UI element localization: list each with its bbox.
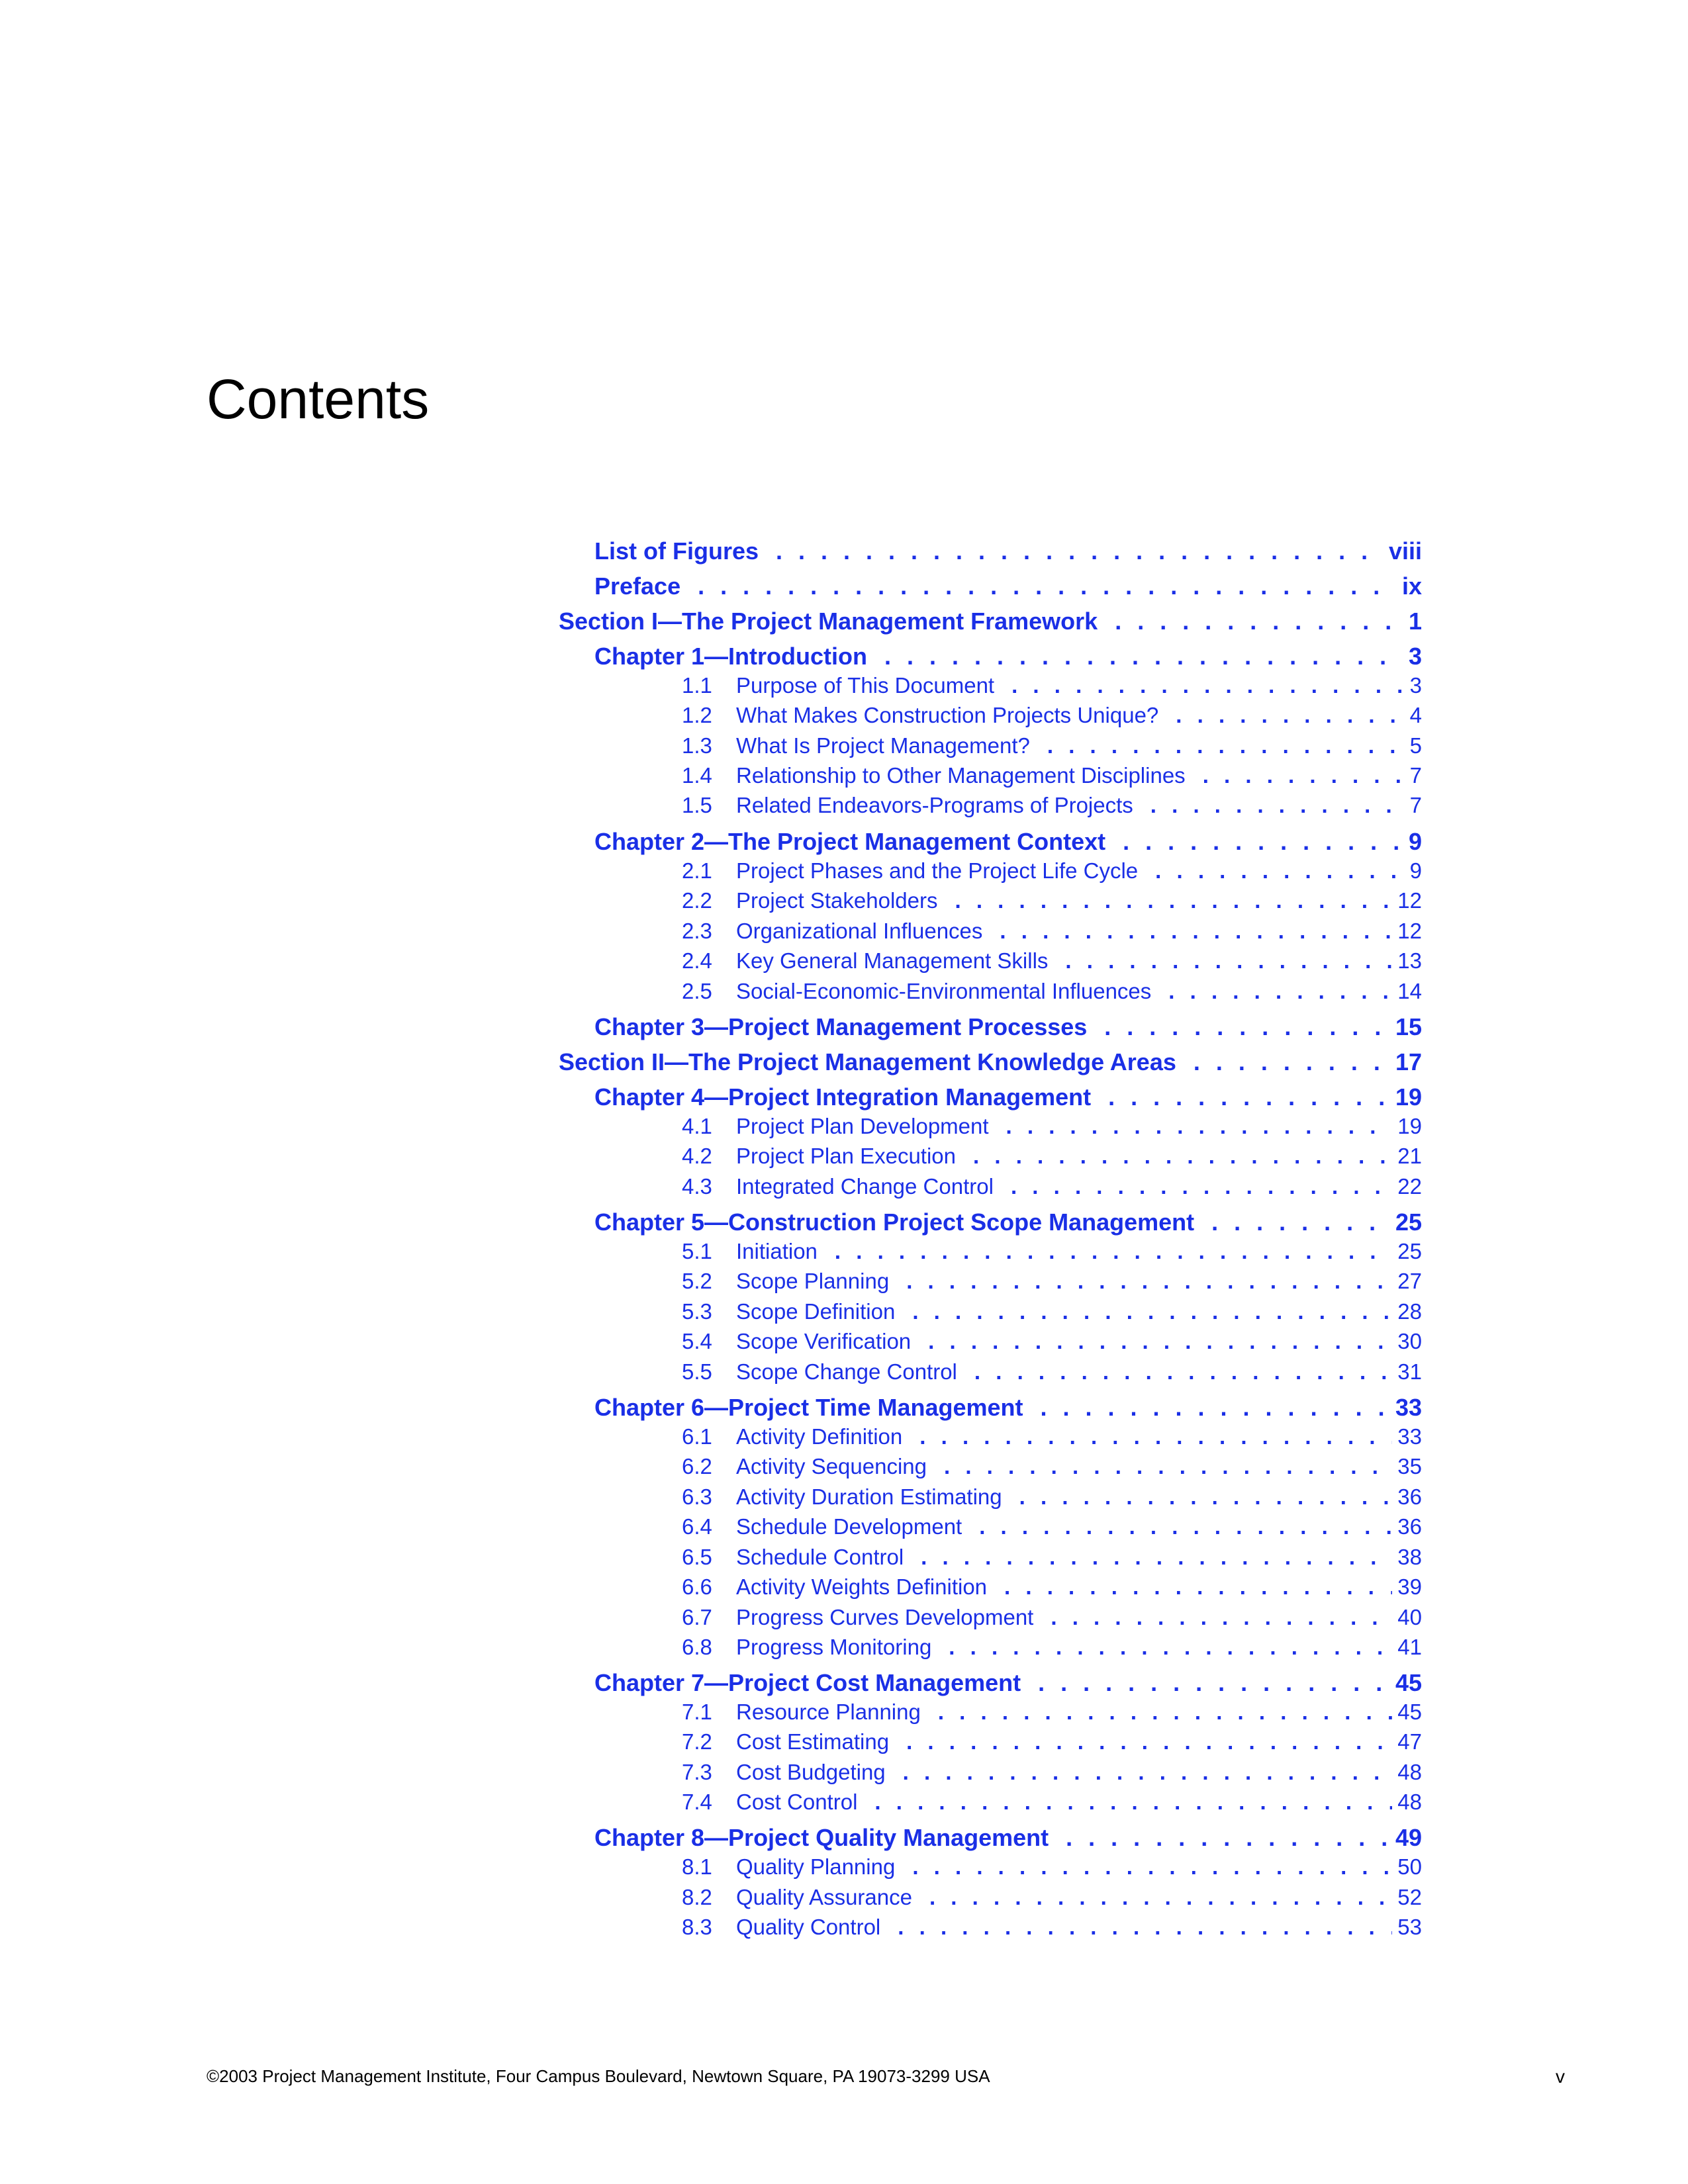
toc-entry-page: 49	[1395, 1824, 1422, 1851]
toc-entry-label: Activity Duration Estimating	[736, 1484, 1002, 1509]
dot-leader	[912, 1299, 1392, 1324]
copyright-footer: ©2003 Project Management Institute, Four Campus Boulevard, Newtown Square, PA 19073-3299 USA	[207, 2066, 990, 2086]
dot-leader	[1047, 733, 1405, 758]
toc-entry-label: Chapter 1—Introduction	[594, 643, 867, 670]
toc-subentry[interactable]	[682, 1885, 1422, 1910]
toc-entry-page: 1	[1408, 608, 1422, 635]
toc-entry-number: 7.4	[682, 1790, 712, 1814]
toc-entry-page: 15	[1395, 1013, 1422, 1040]
dot-leader	[906, 1269, 1392, 1294]
toc-entry-label: Purpose of This Document	[736, 673, 995, 698]
toc-subentry[interactable]	[682, 793, 1422, 818]
toc-entry-number: 1.4	[682, 763, 712, 788]
dot-leader	[955, 888, 1393, 913]
toc-subentry[interactable]	[682, 858, 1422, 884]
toc-section-entry[interactable]	[559, 1048, 1422, 1076]
toc-entry-label: Progress Monitoring	[736, 1635, 932, 1659]
dot-leader	[1150, 793, 1405, 818]
toc-entry-page: 17	[1395, 1048, 1422, 1075]
toc-subentry[interactable]	[682, 979, 1422, 1004]
dot-leader	[884, 643, 1403, 670]
toc-entry-label: Social-Economic-Environmental Influences	[736, 979, 1152, 1003]
dot-leader	[949, 1635, 1392, 1660]
toc-entry-number: 7.2	[682, 1729, 712, 1754]
toc-entry-number: 6.8	[682, 1635, 712, 1659]
toc-entry-page: 31	[1397, 1359, 1422, 1384]
toc-entry-number: 4.1	[682, 1114, 712, 1138]
toc-entry-label: Section I—The Project Management Framework	[559, 608, 1098, 635]
toc-entry-label: Activity Sequencing	[736, 1454, 927, 1479]
toc-entry-number: 5.2	[682, 1269, 712, 1293]
toc-entry-label: Project Plan Execution	[736, 1144, 957, 1168]
dot-leader	[1203, 763, 1405, 788]
toc-entry-page: 9	[1408, 828, 1422, 855]
toc-subentry[interactable]	[682, 888, 1422, 913]
dot-leader	[928, 1329, 1392, 1354]
toc-entry-page: 38	[1397, 1545, 1422, 1569]
toc-subentry[interactable]	[682, 1174, 1422, 1199]
dot-leader	[776, 537, 1383, 565]
toc-subentry[interactable]	[682, 1760, 1422, 1785]
toc-entry-label: Preface	[594, 572, 681, 600]
toc-entry-page: 14	[1397, 979, 1422, 1003]
toc-entry-label: Related Endeavors-Programs of Projects	[736, 793, 1133, 817]
toc-entry-number: 5.5	[682, 1359, 712, 1384]
toc-entry-page: 30	[1397, 1329, 1422, 1353]
toc-entry-page: 48	[1397, 1760, 1422, 1784]
toc-entry-label: Chapter 6—Project Time Management	[594, 1394, 1023, 1421]
toc-subentry[interactable]	[682, 1144, 1422, 1169]
toc-entry-page: 45	[1397, 1700, 1422, 1724]
dot-leader	[1000, 919, 1392, 944]
toc-subentry[interactable]	[682, 1700, 1422, 1725]
toc-subentry[interactable]	[682, 1635, 1422, 1660]
toc-subentry[interactable]	[682, 1114, 1422, 1139]
toc-entry-number: 2.2	[682, 888, 712, 913]
toc-entry-page: 13	[1397, 948, 1422, 973]
toc-subentry[interactable]	[682, 703, 1422, 728]
toc-subentry[interactable]	[682, 1424, 1422, 1449]
dot-leader	[1065, 948, 1392, 974]
dot-leader	[1115, 608, 1403, 635]
toc-entry-label: Section II—The Project Management Knowledge Areas	[559, 1048, 1176, 1075]
toc-entry-page: 39	[1397, 1574, 1422, 1599]
toc-entry-number: 2.3	[682, 919, 712, 943]
toc-entry-page: 41	[1397, 1635, 1422, 1659]
dot-leader	[1004, 1574, 1392, 1600]
toc-subentry[interactable]	[682, 1790, 1422, 1815]
toc-entry-label: Integrated Change Control	[736, 1174, 994, 1199]
toc-entry-page: 4	[1409, 703, 1422, 727]
toc-entry-label: Schedule Control	[736, 1545, 904, 1569]
toc-entry-page: 36	[1397, 1484, 1422, 1509]
toc-entry-number: 5.4	[682, 1329, 712, 1353]
toc-entry-label: Chapter 3—Project Management Processes	[594, 1013, 1088, 1040]
toc-chapter-entry[interactable]	[594, 1208, 1422, 1236]
toc-entry-label: What Is Project Management?	[736, 733, 1030, 758]
toc-entry-page: 36	[1397, 1514, 1422, 1539]
dot-leader	[919, 1424, 1392, 1449]
toc-subentry[interactable]	[682, 1605, 1422, 1630]
toc-entry-label: Progress Curves Development	[736, 1605, 1034, 1629]
toc-entry-number: 6.6	[682, 1574, 712, 1599]
toc-subentry[interactable]	[682, 1269, 1422, 1294]
toc-entry-page: 52	[1397, 1885, 1422, 1909]
dot-leader	[1006, 1114, 1393, 1139]
toc-chapter-entry[interactable]	[594, 572, 1422, 600]
toc-entry-label: Scope Change Control	[736, 1359, 957, 1384]
toc-entry-page: 33	[1397, 1424, 1422, 1449]
toc-entry-page: 35	[1397, 1454, 1422, 1479]
toc-entry-label: Chapter 4—Project Integration Management	[594, 1083, 1092, 1111]
toc-section-entry[interactable]	[559, 608, 1422, 635]
dot-leader	[1155, 858, 1404, 884]
toc-entry-label: Scope Planning	[736, 1269, 890, 1293]
toc-entry-label: Quality Planning	[736, 1854, 896, 1879]
toc-entry-page: 40	[1397, 1605, 1422, 1629]
toc-chapter-entry[interactable]	[594, 1669, 1422, 1697]
toc-entry-number: 6.4	[682, 1514, 712, 1539]
toc-subentry[interactable]	[682, 733, 1422, 758]
toc-subentry[interactable]	[682, 673, 1422, 698]
dot-leader	[1019, 1484, 1393, 1510]
toc-entry-page: 12	[1397, 919, 1422, 943]
dot-leader	[1038, 1669, 1390, 1697]
toc-entry-page: 3	[1409, 673, 1422, 698]
toc-subentry[interactable]	[682, 1574, 1422, 1600]
toc-subentry[interactable]	[682, 1854, 1422, 1880]
toc-entry-number: 6.1	[682, 1424, 712, 1449]
toc-entry-number: 1.1	[682, 673, 712, 698]
toc-entry-label: Scope Verification	[736, 1329, 912, 1353]
toc-entry-number: 5.3	[682, 1299, 712, 1324]
dot-leader	[1104, 1013, 1390, 1041]
toc-entry-page: 7	[1409, 793, 1422, 817]
toc-entry-number: 8.1	[682, 1854, 712, 1879]
toc-chapter-entry[interactable]	[594, 828, 1422, 856]
dot-leader	[698, 572, 1397, 600]
toc-entry-label: Project Stakeholders	[736, 888, 938, 913]
toc-entry-page: 7	[1409, 763, 1422, 788]
toc-subentry[interactable]	[682, 1514, 1422, 1539]
toc-entry-number: 6.3	[682, 1484, 712, 1509]
toc-entry-label: Quality Control	[736, 1915, 881, 1939]
toc-subentry[interactable]	[682, 1545, 1422, 1570]
toc-entry-label: Activity Definition	[736, 1424, 903, 1449]
toc-entry-label: List of Figures	[594, 537, 759, 565]
toc-entry-page: 21	[1397, 1144, 1422, 1168]
toc-entry-label: Cost Budgeting	[736, 1760, 886, 1784]
toc-subentry[interactable]	[682, 919, 1422, 944]
toc-chapter-entry[interactable]	[594, 1824, 1422, 1852]
toc-entry-number: 2.4	[682, 948, 712, 973]
dot-leader	[1108, 1083, 1390, 1111]
dot-leader	[912, 1854, 1392, 1880]
dot-leader	[906, 1729, 1392, 1754]
toc-chapter-entry[interactable]	[594, 1013, 1422, 1041]
toc-entry-label: Initiation	[736, 1239, 818, 1263]
dot-leader	[1051, 1605, 1392, 1630]
toc-entry-number: 1.2	[682, 703, 712, 727]
dot-leader	[874, 1790, 1392, 1815]
toc-entry-number: 8.3	[682, 1915, 712, 1939]
toc-subentry[interactable]	[682, 1239, 1422, 1264]
toc-subentry[interactable]	[682, 1299, 1422, 1324]
toc-entry-page: 53	[1397, 1915, 1422, 1939]
toc-entry-page: 45	[1395, 1669, 1422, 1696]
toc-subentry[interactable]	[682, 948, 1422, 974]
toc-entry-page: 19	[1397, 1114, 1422, 1138]
toc-entry-label: Chapter 5—Construction Project Scope Management	[594, 1208, 1195, 1236]
dot-leader	[1011, 673, 1405, 698]
toc-subentry[interactable]	[682, 1454, 1422, 1479]
toc-entry-page: 25	[1397, 1239, 1422, 1263]
toc-entry-page: 47	[1397, 1729, 1422, 1754]
toc-entry-label: Project Phases and the Project Life Cycle	[736, 858, 1139, 883]
dot-leader	[1041, 1394, 1390, 1422]
toc-entry-number: 2.1	[682, 858, 712, 883]
toc-entry-number: 2.5	[682, 979, 712, 1003]
dot-leader	[921, 1545, 1392, 1570]
toc-subentry[interactable]	[682, 1915, 1422, 1940]
toc-entry-number: 4.3	[682, 1174, 712, 1199]
toc-entry-page: viii	[1388, 537, 1422, 565]
toc-entry-label: Activity Weights Definition	[736, 1574, 988, 1599]
toc-entry-label: Chapter 8—Project Quality Management	[594, 1824, 1049, 1851]
toc-entry-page: 50	[1397, 1854, 1422, 1879]
toc-entry-label: Organizational Influences	[736, 919, 983, 943]
toc-entry-page: 27	[1397, 1269, 1422, 1293]
toc-entry-page: 9	[1409, 858, 1422, 883]
dot-leader	[1123, 828, 1403, 856]
toc-subentry[interactable]	[682, 1329, 1422, 1354]
toc-entry-label: Quality Assurance	[736, 1885, 912, 1909]
toc-entry-label: Chapter 7—Project Cost Management	[594, 1669, 1021, 1696]
toc-entry-page: 3	[1408, 643, 1422, 670]
dot-leader	[835, 1239, 1392, 1264]
toc-entry-page: ix	[1401, 572, 1422, 600]
dot-leader	[973, 1144, 1392, 1169]
toc-entry-page: 33	[1395, 1394, 1422, 1421]
toc-entry-number: 6.7	[682, 1605, 712, 1629]
dot-leader	[979, 1514, 1392, 1539]
dot-leader	[929, 1885, 1392, 1910]
toc-entry-number: 8.2	[682, 1885, 712, 1909]
dot-leader	[1176, 703, 1404, 728]
toc-entry-label: What Makes Construction Projects Unique?	[736, 703, 1159, 727]
toc-entry-label: Chapter 2—The Project Management Context	[594, 828, 1106, 855]
dot-leader	[944, 1454, 1392, 1479]
dot-leader	[974, 1359, 1392, 1385]
dot-leader	[898, 1915, 1392, 1940]
dot-leader	[1194, 1048, 1390, 1076]
toc-entry-page: 48	[1397, 1790, 1422, 1814]
toc-entry-number: 4.2	[682, 1144, 712, 1168]
toc-entry-label: Relationship to Other Management Disciplines	[736, 763, 1186, 788]
toc-entry-number: 1.5	[682, 793, 712, 817]
toc-entry-label: Cost Control	[736, 1790, 858, 1814]
toc-subentry[interactable]	[682, 1729, 1422, 1754]
toc-entry-label: Resource Planning	[736, 1700, 921, 1724]
toc-entry-number: 6.2	[682, 1454, 712, 1479]
page-title: Contents	[207, 368, 430, 430]
toc-entry-label: Cost Estimating	[736, 1729, 890, 1754]
dot-leader	[1066, 1824, 1390, 1852]
toc-entry-page: 28	[1397, 1299, 1422, 1324]
toc-subentry[interactable]	[682, 763, 1422, 788]
page-number: v	[1556, 2066, 1565, 2087]
dot-leader	[938, 1700, 1392, 1725]
toc-entry-number: 6.5	[682, 1545, 712, 1569]
toc-entry-number: 1.3	[682, 733, 712, 758]
toc-entry-page: 25	[1395, 1208, 1422, 1236]
dot-leader	[1168, 979, 1392, 1004]
toc-entry-page: 19	[1395, 1083, 1422, 1111]
toc-entry-number: 5.1	[682, 1239, 712, 1263]
toc-entry-number: 7.1	[682, 1700, 712, 1724]
toc-chapter-entry[interactable]	[594, 1394, 1422, 1422]
toc-chapter-entry[interactable]	[594, 537, 1422, 565]
toc-entry-label: Schedule Development	[736, 1514, 962, 1539]
dot-leader	[1011, 1174, 1392, 1199]
toc-entry-number: 7.3	[682, 1760, 712, 1784]
toc-chapter-entry[interactable]	[594, 1083, 1422, 1111]
toc-subentry[interactable]	[682, 1484, 1422, 1510]
toc-chapter-entry[interactable]	[594, 643, 1422, 670]
toc-subentry[interactable]	[682, 1359, 1422, 1385]
toc-entry-label: Key General Management Skills	[736, 948, 1049, 973]
toc-entry-page: 12	[1397, 888, 1422, 913]
dot-leader	[903, 1760, 1393, 1785]
toc-entry-label: Project Plan Development	[736, 1114, 989, 1138]
toc-entry-page: 5	[1409, 733, 1422, 758]
toc-entry-page: 22	[1397, 1174, 1422, 1199]
toc-entry-label: Scope Definition	[736, 1299, 896, 1324]
dot-leader	[1211, 1208, 1390, 1236]
